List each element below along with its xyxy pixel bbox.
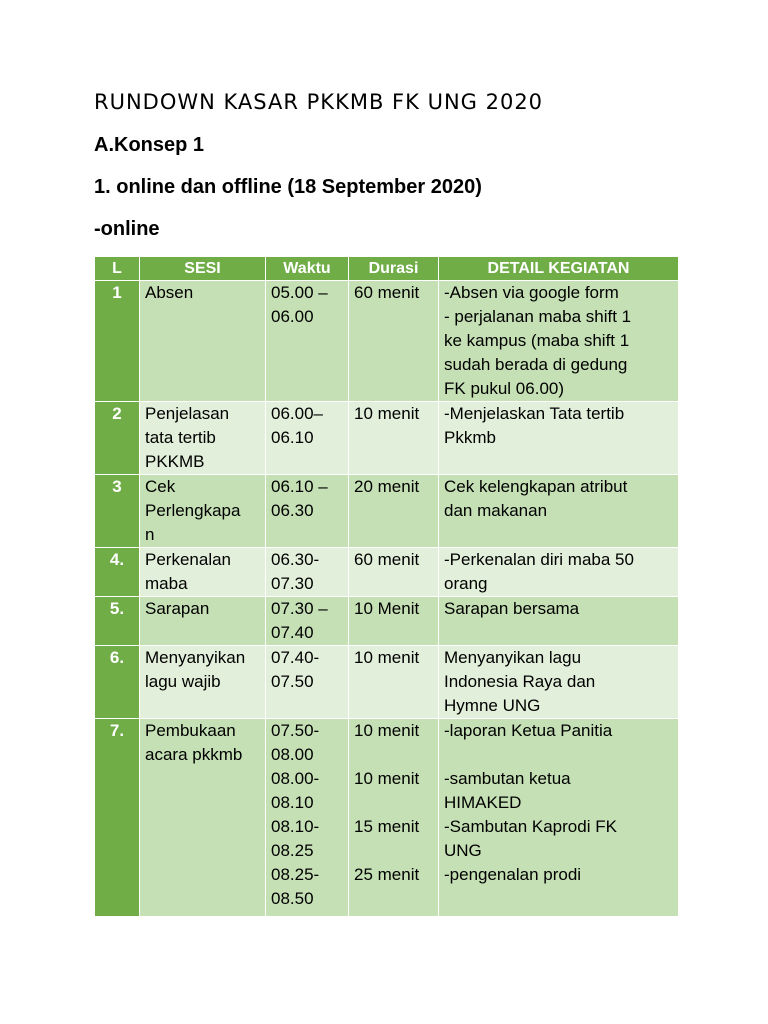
table-row <box>95 597 679 646</box>
row-waktu: 06.30- 07.30 <box>266 548 349 597</box>
row-waktu: 06.10 – 06.30 <box>266 475 349 548</box>
table-row <box>95 281 679 402</box>
rundown-table <box>94 256 679 917</box>
header-waktu: Waktu <box>266 257 349 281</box>
table-row <box>95 548 679 597</box>
row-durasi: 10 menit <box>349 402 439 475</box>
row-sesi: Perkenalan maba <box>140 548 266 597</box>
section-heading-mode: -online <box>94 218 160 240</box>
row-waktu: 07.50- 08.00 08.00- 08.10 08.10- 08.25 08.25- 08.50 <box>266 719 349 917</box>
table-header-row <box>95 257 679 281</box>
row-number: 4. <box>95 548 140 597</box>
row-waktu: 07.30 – 07.40 <box>266 597 349 646</box>
section-heading-date: 1. online dan offline (18 September 2020) <box>94 176 482 198</box>
row-number: 2 <box>95 402 140 475</box>
row-sesi: Sarapan <box>140 597 266 646</box>
row-sesi: Absen <box>140 281 266 402</box>
row-detail: Menyanyikan lagu Indonesia Raya dan Hymne UNG <box>439 646 679 719</box>
row-durasi: 10 menit <box>349 646 439 719</box>
row-detail: Cek kelengkapan atribut dan makanan <box>439 475 679 548</box>
row-detail: -Menjelaskan Tata tertib Pkkmb <box>439 402 679 475</box>
table-row <box>95 402 679 475</box>
row-detail: -laporan Ketua Panitia -sambutan ketua HIMAKED -Sambutan Kaprodi FK UNG -pengenalan prodi <box>439 719 679 917</box>
document-title: RUNDOWN KASAR PKKMB FK UNG 2020 <box>94 90 544 114</box>
row-sesi: Cek Perlengkapa n <box>140 475 266 548</box>
row-number: 1 <box>95 281 140 402</box>
header-durasi: Durasi <box>349 257 439 281</box>
row-detail: -Perkenalan diri maba 50 orang <box>439 548 679 597</box>
row-number: 7. <box>95 719 140 917</box>
row-durasi: 20 menit <box>349 475 439 548</box>
table-row <box>95 646 679 719</box>
row-detail: -Absen via google form - perjalanan maba shift 1 ke kampus (maba shift 1 sudah berada di gedung FK pukul 06.00) <box>439 281 679 402</box>
row-sesi: Penjelasan tata tertib PKKMB <box>140 402 266 475</box>
row-waktu: 06.00– 06.10 <box>266 402 349 475</box>
header-no: L <box>95 257 140 281</box>
table-row <box>95 475 679 548</box>
row-sesi: Menyanyikan lagu wajib <box>140 646 266 719</box>
row-detail: Sarapan bersama <box>439 597 679 646</box>
section-heading-konsep: A.Konsep 1 <box>94 134 205 156</box>
row-durasi: 60 menit <box>349 281 439 402</box>
row-waktu: 05.00 – 06.00 <box>266 281 349 402</box>
row-number: 3 <box>95 475 140 548</box>
table-row <box>95 719 679 917</box>
header-detail: DETAIL KEGIATAN <box>439 257 679 281</box>
row-sesi: Pembukaan acara pkkmb <box>140 719 266 917</box>
row-number: 5. <box>95 597 140 646</box>
row-waktu: 07.40- 07.50 <box>266 646 349 719</box>
row-number: 6. <box>95 646 140 719</box>
row-durasi: 60 menit <box>349 548 439 597</box>
row-durasi: 10 Menit <box>349 597 439 646</box>
row-durasi: 10 menit 10 menit 15 menit 25 menit <box>349 719 439 917</box>
header-sesi: SESI <box>140 257 266 281</box>
